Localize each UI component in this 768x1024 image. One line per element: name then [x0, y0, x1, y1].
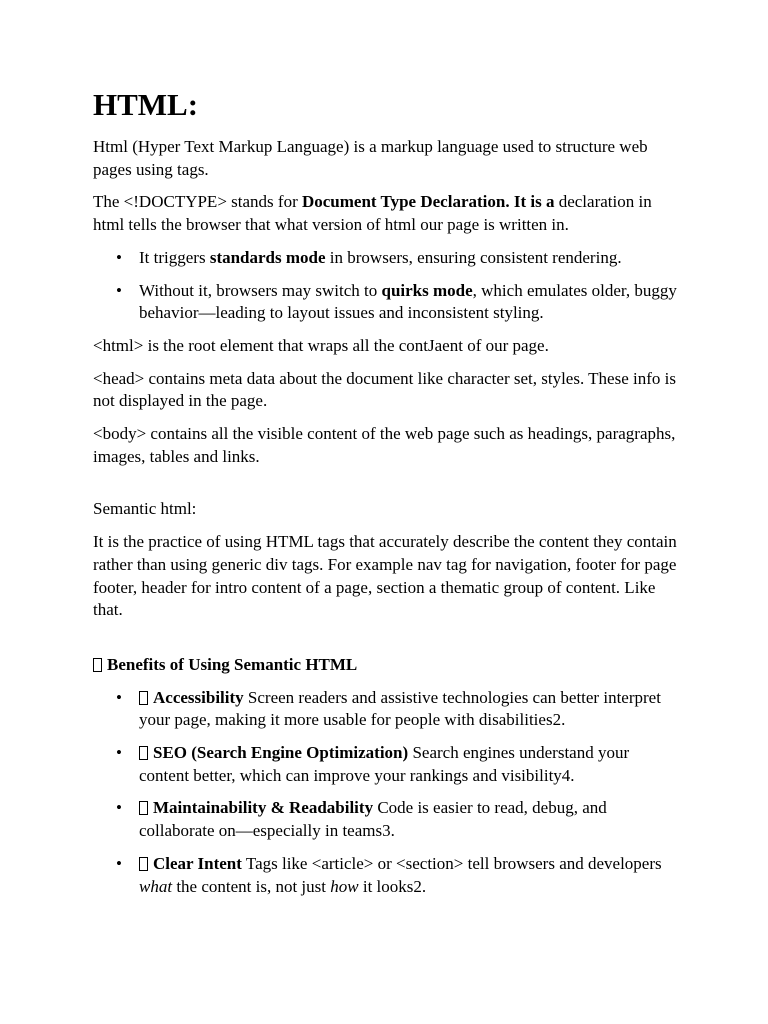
body-element-paragraph: <body> contains all the visible content of the web page such as headings, paragraphs, images, tables and links. [93, 424, 676, 466]
list-item [139, 247, 683, 270]
list-item-bold: standards mode [209, 247, 326, 267]
doctype-paragraph [93, 191, 683, 236]
doctype-text: The <!DOCTYPE> stands for [93, 192, 302, 212]
list-item-text: Screen readers and assistive technologies can better interpret your page, making it more usable for people with disabilities2. [139, 687, 661, 730]
page-title: HTML: [93, 87, 199, 122]
spacer [93, 478, 683, 498]
list-item-text: , which emulates older, buggy behavior—leading to layout issues and inconsistent styling. [139, 280, 677, 323]
head-element-paragraph: <head> contains meta data about the document like character set, styles. These info is not displayed in the page. [93, 368, 676, 411]
list-item-text: Code is easier to read, debug, and collaborate on—especially in teams3. [139, 798, 607, 841]
list-item [139, 742, 683, 787]
missing-glyph-icon [139, 857, 148, 871]
list-item-text: Search engines understand your content better, which can improve your rankings and visibility4. [139, 743, 630, 785]
list-item-text: it looks2. [358, 876, 427, 896]
list-item-text: Without it, browsers may switch to [139, 280, 382, 300]
html-element-paragraph: <html> is the root element that wraps all the contJaent of our page. [93, 335, 549, 355]
list-item-italic: what [139, 876, 173, 896]
intro-paragraph: Html (Hyper Text Markup Language) is a markup language used to structure web pages using tags. [93, 137, 648, 179]
list-item [139, 853, 683, 898]
document-page [93, 84, 683, 908]
list-item-italic: how [330, 876, 359, 896]
list-item [139, 280, 683, 325]
list-item-bold: Maintainability & Readability [153, 798, 374, 818]
doctype-text-end: declaration in html tells the browser that what version of html our page is written in. [93, 192, 652, 235]
list-item-text: Tags like <article> or <section> tell browsers and developers [241, 853, 662, 873]
list-item-bold: Clear Intent [153, 853, 242, 873]
list-item-text: in browsers, ensuring consistent rendering. [325, 247, 622, 267]
list-item [139, 797, 683, 842]
doctype-list [93, 247, 683, 325]
semantic-description: It is the practice of using HTML tags that accurately describe the content they contain rather than using generic div tags. For example nav tag for navigation, footer for page footer, header for intro content of a page, section a thematic group of content. Like that. [93, 532, 677, 620]
spacer [93, 632, 683, 654]
missing-glyph-icon [139, 801, 148, 815]
list-item-text: the content is, not just [172, 876, 331, 896]
benefits-heading [93, 654, 683, 677]
doctype-bold: Document Type Declaration. It is a [301, 192, 555, 212]
benefits-list [93, 687, 683, 899]
list-item-bold: quirks mode [381, 280, 473, 300]
list-item [139, 687, 683, 732]
missing-glyph-icon [139, 691, 148, 705]
missing-glyph-icon [93, 658, 102, 672]
missing-glyph-icon [139, 746, 148, 760]
semantic-heading: Semantic html: [93, 499, 197, 519]
list-item-bold: SEO (Search Engine Optimization) [153, 743, 409, 763]
benefits-heading-text: Benefits of Using Semantic HTML [107, 654, 358, 674]
list-item-bold: Accessibility [153, 687, 244, 707]
list-item-text: It triggers [139, 247, 210, 267]
